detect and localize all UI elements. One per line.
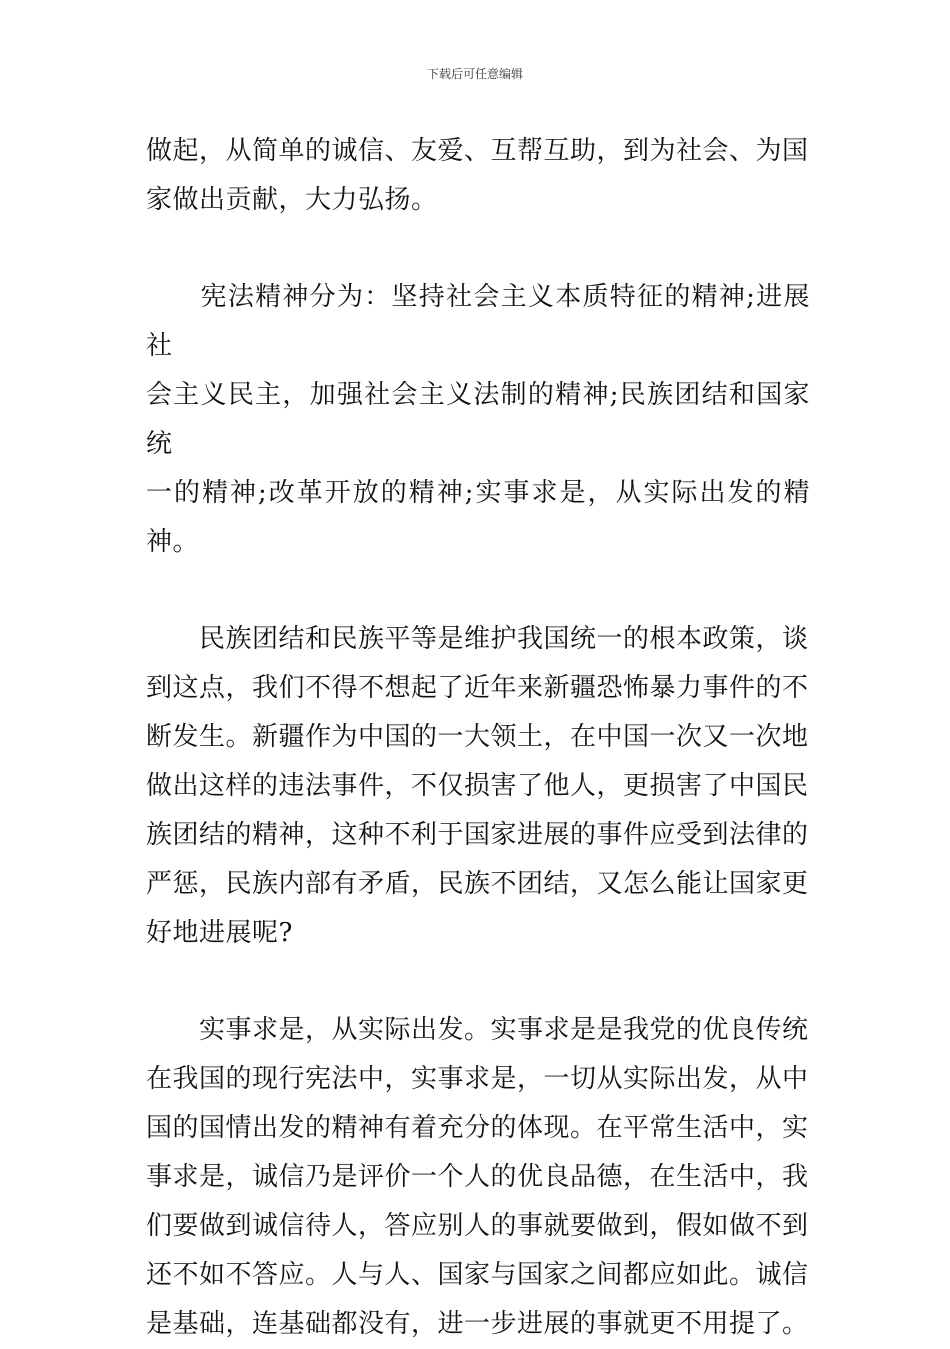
paragraph-1: 做起，从简单的诚信、友爱、互帮互助，到为社会、为国 家做出贡献，大力弘扬。 — [146, 136, 809, 215]
paragraph-spacer — [146, 567, 810, 615]
paragraph-spacer — [146, 225, 810, 273]
document-body — [146, 127, 810, 1349]
paragraph-spacer — [146, 958, 810, 1006]
paragraph-4: 实事求是，从实际出发。实事求是是我党的优良传统 在我国的现行宪法中，实事求是，一切从实际出发，从中 国的国情出发的精神有着充分的体现。在平常生活中，实 事求是，诚信乃是评价一个人的优良品德，在生活中，我 们要做到诚信待人，答应别人的事就要做到，假如做不到 还不如不答应。人与人、国家与国家之间都应如此。诚信 是基础，连基础都没有，进一步进展的事就更不用提了。 — [146, 1015, 809, 1339]
page-header: 下载后可任意编辑 — [426, 67, 523, 81]
paragraph-3: 民族团结和民族平等是维护我国统一的根本政策，谈 到这点，我们不得不想起了近年来新疆恐怖暴力事件的不 断发生。新疆作为中国的一大领土，在中国一次又一次地 做出这样的违法事件，不仅损害了他人，更损害了中国民 族团结的精神，这种不利于国家进展的事件应受到法律的 严惩，民族内部有矛盾，民族不团结，又怎么能让国家更 好地进展呢? — [146, 624, 809, 948]
paragraph-2: 宪法精神分为：坚持社会主义本质特征的精神;进展社 会主义民主，加强社会主义法制的精神;民族团结和国家统 一的精神;改革开放的精神;实事求是，从实际出发的精神。 — [146, 282, 810, 557]
